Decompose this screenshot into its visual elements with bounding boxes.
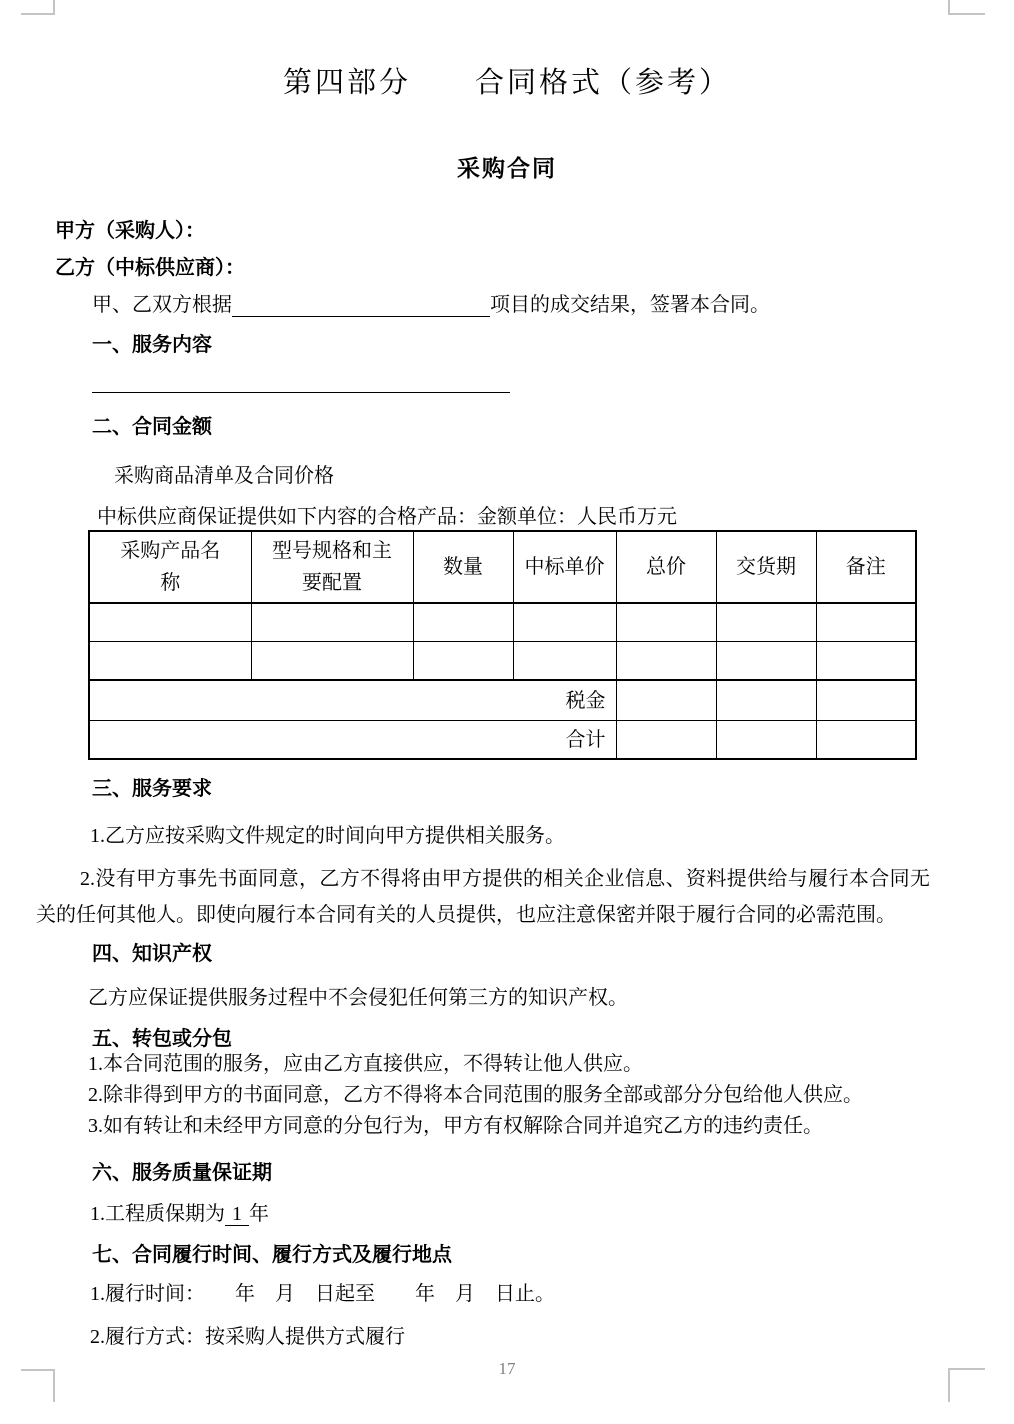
col-header-total-price: 总价: [616, 531, 716, 603]
party-b-label: 乙方（中标供应商）：: [55, 257, 245, 279]
section-5-item-1: 1.本合同范围的服务，应由乙方直接供应，不得转让他人供应。: [88, 1053, 643, 1075]
col-header-product-name: 采购产品名称: [89, 531, 251, 603]
section-7-item-1: 1.履行时间： 年 月 日起至 年 月 日止。: [90, 1283, 555, 1305]
section-3-item-2: 2.没有甲方事先书面同意，乙方不得将由甲方提供的相关企业信息、资料提供给与履行本合同无关的任何其他人。即使向履行本合同有关的人员提供，也应注意保密并限于履行合同的必需范围。: [36, 868, 930, 926]
table-total-row: [89, 721, 916, 760]
table-note: 中标供应商保证提供如下内容的合格产品：金额单位：人民币万元: [97, 506, 677, 528]
total-label: 合计: [89, 721, 616, 760]
section-3-item-1: 1.乙方应按采购文件规定的时间向甲方提供相关服务。: [90, 825, 565, 847]
col-header-remark: 备注: [816, 531, 916, 603]
party-a-label: 甲方（采购人）：: [55, 220, 205, 242]
section-4-item-1: 乙方应保证提供服务过程中不会侵犯任何第三方的知识产权。: [88, 987, 628, 1009]
tax-label: 税金: [89, 680, 616, 721]
section-7-heading: 七、合同履行时间、履行方式及履行地点: [92, 1244, 452, 1266]
section-5-heading: 五、转包或分包: [92, 1028, 232, 1050]
section-5-item-2: 2.除非得到甲方的书面同意，乙方不得将本合同范围的服务全部或部分分包给他人供应。: [88, 1084, 863, 1106]
crop-mark-top-right-icon: [948, 0, 985, 15]
col-header-model-spec: 型号规格和主要配置: [251, 531, 413, 603]
col-header-quantity: 数量: [413, 531, 513, 603]
basis-suffix: 项目的成交结果，签署本合同。: [490, 294, 770, 316]
warranty-years-value: 1: [225, 1203, 249, 1226]
goods-table: [88, 530, 917, 760]
project-name-blank-line: [232, 296, 490, 317]
table-tax-row: [89, 680, 916, 721]
warranty-prefix: 1.工程质保期为: [90, 1203, 225, 1225]
part-title: 第四部分 合同格式（参考）: [282, 67, 731, 99]
warranty-suffix: 年: [249, 1203, 269, 1225]
section-6-item-1: [90, 1197, 269, 1226]
col-header-unit-price: 中标单价: [513, 531, 616, 603]
basis-prefix: 甲、乙双方根据: [92, 294, 232, 316]
crop-mark-top-left-icon: [21, 0, 55, 15]
section-4-heading: 四、知识产权: [92, 943, 212, 965]
col-header-delivery: 交货期: [716, 531, 816, 603]
basis-sentence: [92, 288, 770, 317]
section-5-item-3: 3.如有转让和未经甲方同意的分包行为，甲方有权解除合同并追究乙方的违约责任。: [88, 1115, 823, 1137]
section-1-heading: 一、服务内容: [92, 334, 212, 356]
section-3-heading: 三、服务要求: [92, 778, 212, 800]
page-number: 17: [498, 1359, 516, 1378]
table-caption: 采购商品清单及合同价格: [114, 465, 334, 487]
section-5-list: [88, 1049, 863, 1142]
section-6-heading: 六、服务质量保证期: [92, 1162, 272, 1184]
section-2-heading: 二、合同金额: [92, 416, 212, 438]
section-7-item-2: 2.履行方式：按采购人提供方式履行: [90, 1326, 405, 1348]
service-content-blank-line: [92, 370, 510, 393]
table-row: [89, 642, 916, 681]
table-row: [89, 603, 916, 642]
contract-title: 采购合同: [457, 155, 557, 181]
table-header-row: [89, 531, 916, 603]
